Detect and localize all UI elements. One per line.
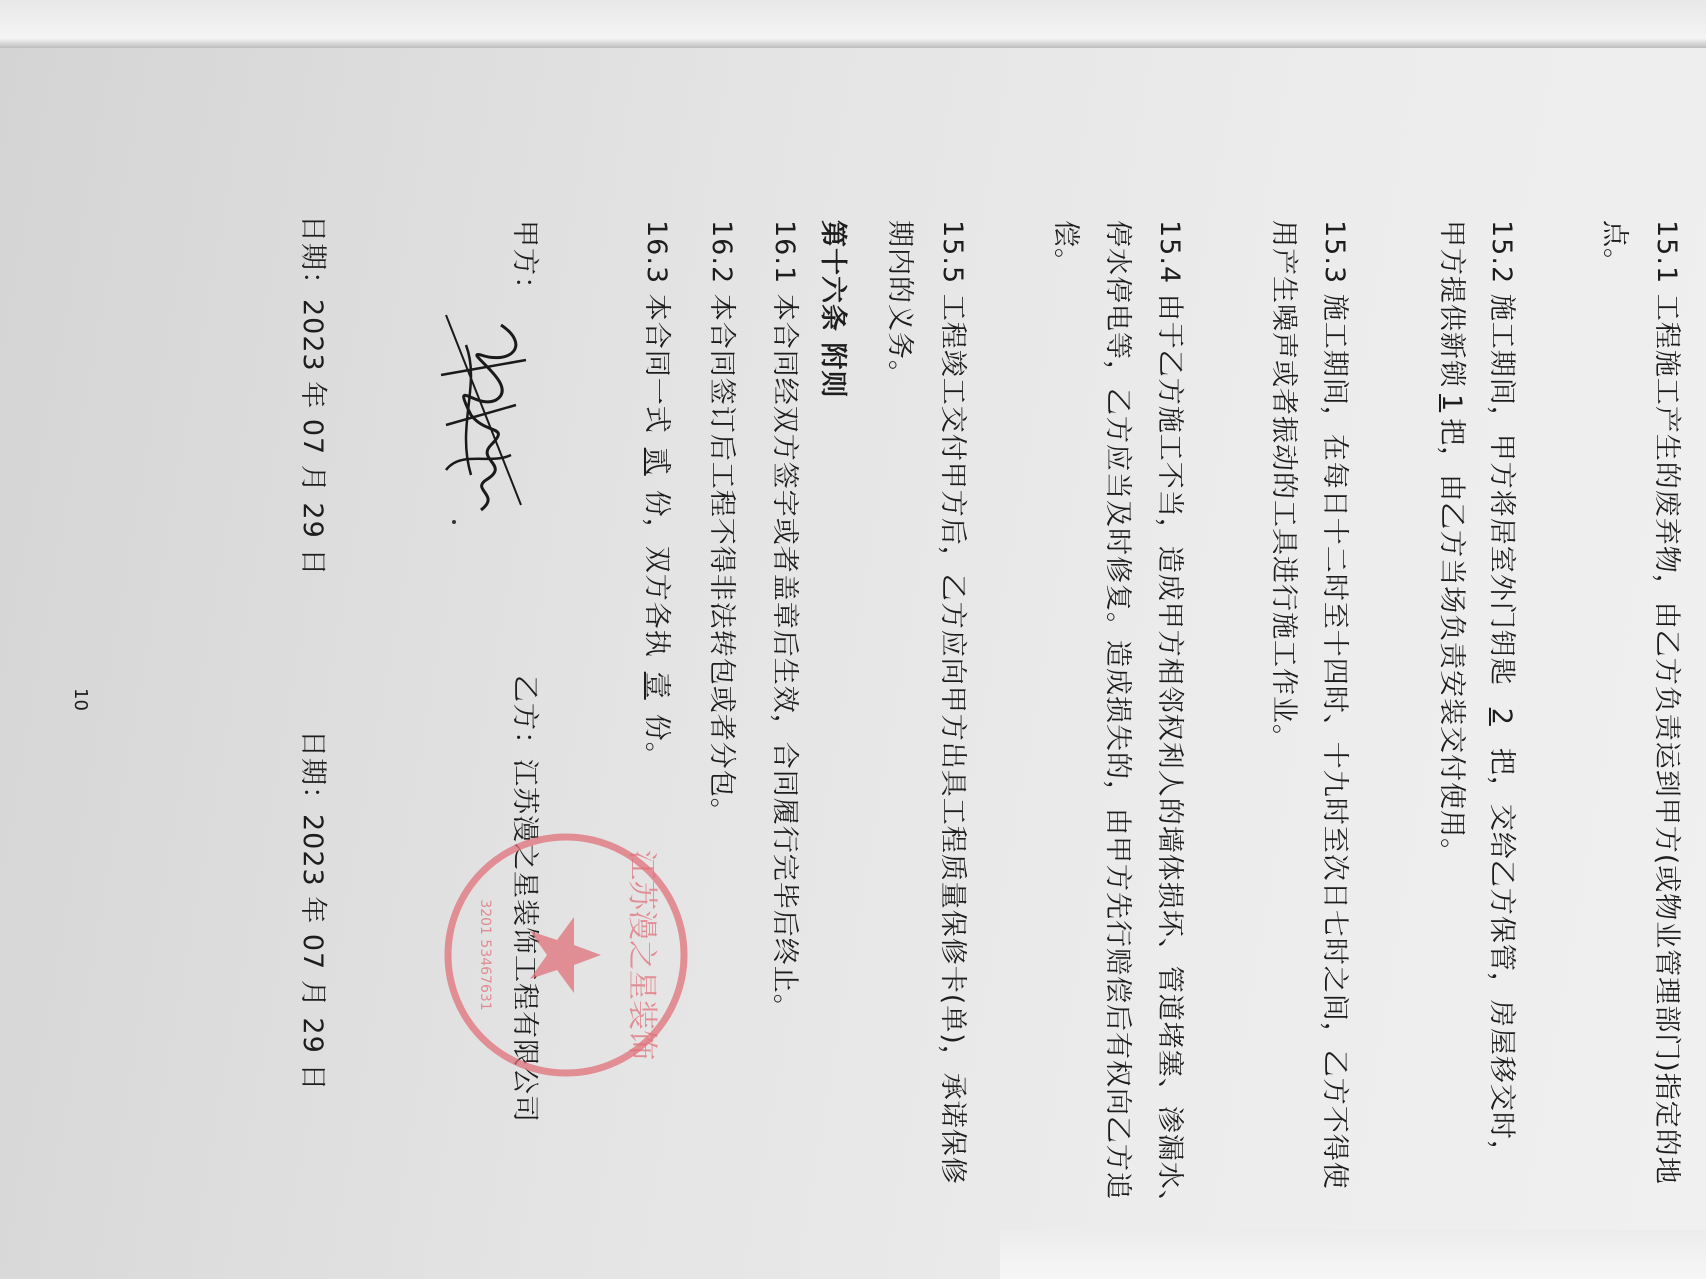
- svg-text:3201 53467631: 3201 53467631: [477, 899, 493, 1011]
- clause-15-3-line-1: 15.3 施工期间，在每日十二时至十四时、十九时至次日七时之间，乙方不得使: [1319, 220, 1350, 1190]
- clause-15-4-line-3: 偿。: [1050, 220, 1081, 276]
- signature-image: [421, 305, 541, 525]
- clause-16-2: 16.2 本合同签订后工程不得非法转包或者分包。: [706, 220, 737, 826]
- clause-15-2-text-a: 15.2 施工期间，甲方将居室外门钥匙: [1486, 220, 1517, 686]
- key-count-field: 2: [1486, 707, 1517, 726]
- party-a-date: 日期：2023 年 07 月 29 日: [297, 215, 328, 577]
- clause-15-1-line-1: 15.1 工程施工产生的废弃物，由乙方负责运到甲方(或物业管理部门)指定的地: [1651, 220, 1682, 1185]
- section-16-title: 第十六条 附则: [817, 220, 848, 399]
- ink-speck: [452, 520, 456, 524]
- page-number: 10: [70, 688, 91, 711]
- clause-16-3-text-b: 份，双方各执: [641, 489, 672, 658]
- clause-15-2-text-b: 把，交给乙方保管，房屋移交时，: [1486, 747, 1517, 1168]
- clause-15-2-line-1: [1484, 220, 1518, 1168]
- page-top-edge: [0, 0, 1706, 48]
- clause-16-1: 16.1 本合同经双方签字或者盖章后生效，合同履行完毕后终止。: [769, 220, 800, 1022]
- svg-text:江苏漫之星装饰: 江苏漫之星装饰: [624, 850, 659, 1060]
- clause-15-1-line-2: 点。: [1599, 220, 1630, 276]
- clause-15-2-line-2: [1434, 220, 1468, 866]
- party-b-date: 日期：2023 年 07 月 29 日: [297, 730, 328, 1092]
- clause-15-5-line-2: 期内的义务。: [884, 220, 915, 388]
- clause-16-3-text-a: 16.3 本合同一式: [641, 220, 672, 434]
- page-bottom-edge: [1000, 1230, 1706, 1279]
- contract-page: [70, 90, 1706, 1218]
- clause-16-3: [639, 220, 673, 770]
- clause-15-4-line-1: 15.4 由于乙方施工不当，造成甲方相邻权利人的墙体损坏、管道堵塞、渗漏水、: [1154, 220, 1185, 1218]
- lock-count-field: 1: [1436, 394, 1467, 413]
- party-a-label: 甲方：: [509, 220, 540, 304]
- copies-total-field: 贰: [641, 447, 672, 476]
- copies-each-field: 壹: [641, 671, 672, 700]
- clause-15-2-text-c: 甲方提供新锁: [1436, 220, 1467, 388]
- clause-15-2-text-d: 把，由乙方当场负责安装交付使用。: [1436, 418, 1467, 867]
- clause-15-5-line-1: 15.5 工程竣工交付甲方后，乙方应向甲方出具工程质量保修卡(单)，承诺保修: [937, 220, 968, 1185]
- party-b-label: 乙方：江苏漫之星装饰工程有限公司: [509, 675, 540, 1123]
- clause-15-3-line-2: 用产生噪声或者振动的工具进行施工作业。: [1268, 220, 1299, 752]
- clause-15-4-line-2: 停水停电等，乙方应当及时修复。造成损失的，由甲方先行赔偿后有权向乙方追: [1102, 220, 1133, 1200]
- company-seal: [436, 825, 696, 1085]
- clause-16-3-text-c: 份。: [641, 713, 672, 770]
